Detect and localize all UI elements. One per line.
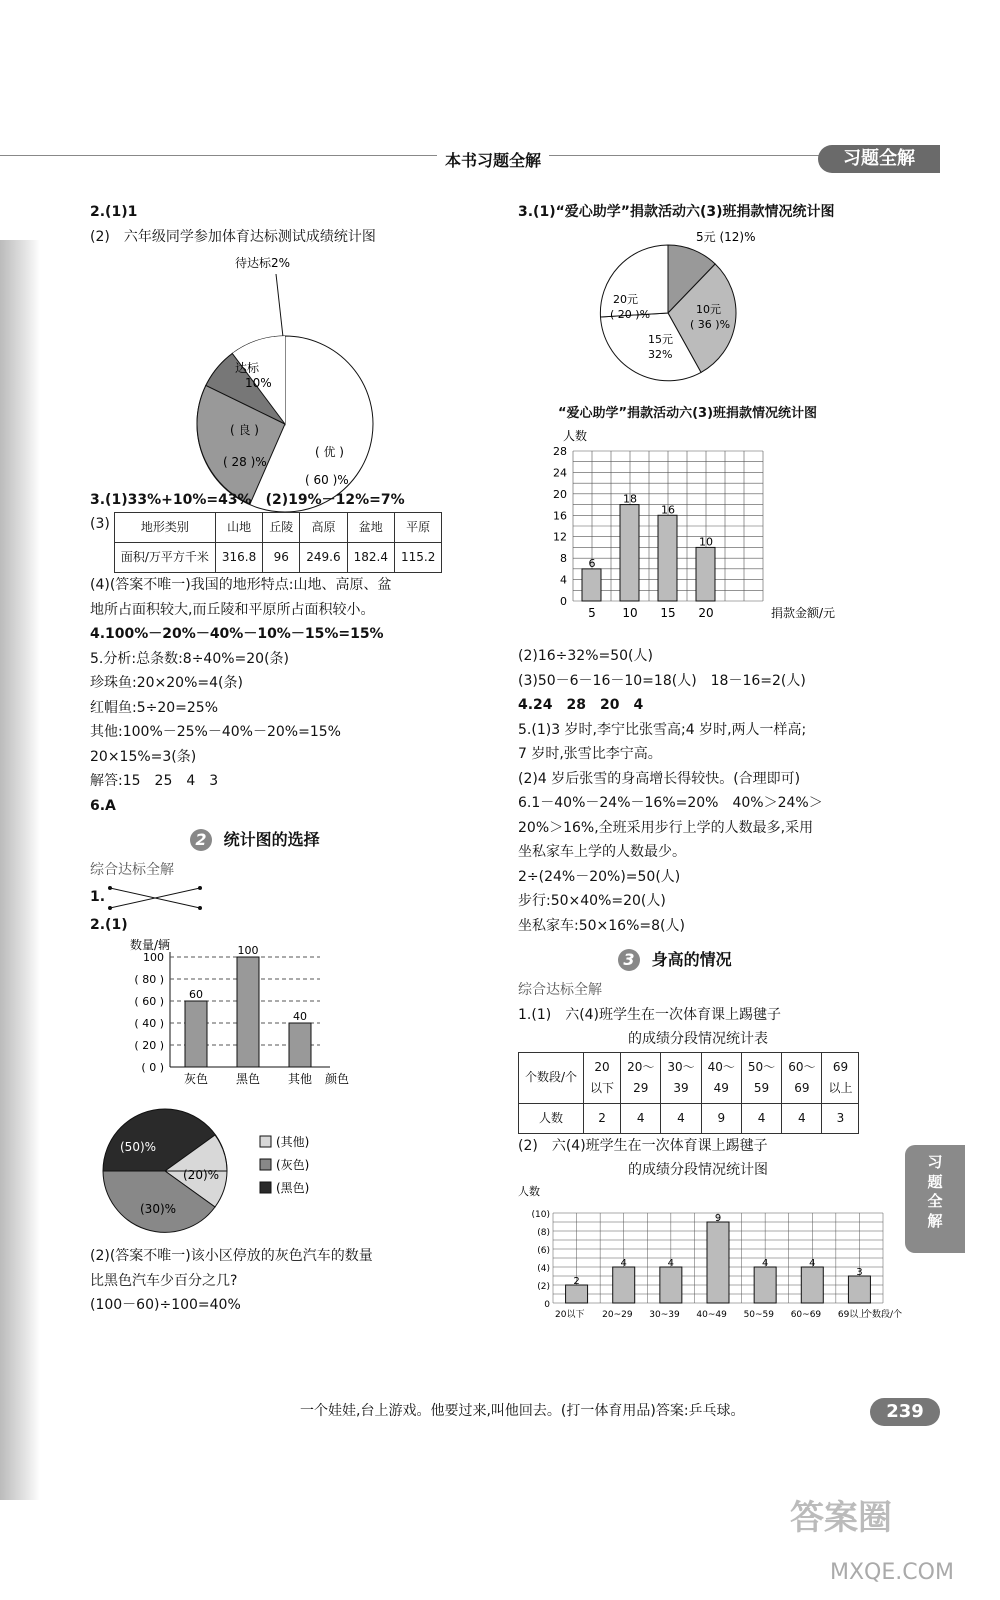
bar1-bar <box>185 1001 207 1067</box>
watermark-url: MXQE.COM <box>830 1560 954 1585</box>
bar3-tick-label: (2) <box>537 1281 550 1292</box>
left-q3-3-label: (3) <box>90 516 110 532</box>
terrain-header-4: 盆地 <box>347 513 394 543</box>
right-q4: 4.24 28 20 4 <box>518 697 644 714</box>
left-q2-label: 2.(1) <box>90 916 128 933</box>
bar3-category-label: 40~49 <box>696 1309 727 1320</box>
svg-text:( 36 )%: ( 36 )% <box>690 317 731 331</box>
score-header-3: 30～ 39 <box>661 1052 701 1103</box>
bar2-bar <box>658 515 677 601</box>
terrain-cell-5: 115.2 <box>394 543 441 573</box>
bar2-bar <box>582 569 601 601</box>
bar3-data-label: 4 <box>667 1257 675 1269</box>
left-q5f: 解答:15 25 4 3 <box>90 773 219 789</box>
bar3-category-label: 60~69 <box>790 1309 822 1320</box>
left-q1: 1. <box>90 889 106 906</box>
pie2-label-gray: (30)% <box>140 1201 177 1216</box>
bar3-category-label: 50~59 <box>743 1309 775 1320</box>
terrain-cell-0: 面积/万平方千米 <box>114 543 215 573</box>
right-q3-2: (2)16÷32%=50(人) <box>518 648 653 665</box>
svg-text:10元: 10元 <box>696 302 721 316</box>
bar2-category-label: 15 <box>660 605 676 620</box>
left-q5a: 5.分析:总条数:8÷40%=20(条) <box>90 650 290 667</box>
score-cell-7: 3 <box>822 1103 859 1133</box>
section-2-title: 统计图的选择 <box>223 830 320 849</box>
bar1-tick-label: ( 80 ) <box>134 973 164 986</box>
svg-text:( 良 ): ( 良 ) <box>230 423 259 437</box>
svg-text:( 20 )%: ( 20 )% <box>610 307 651 321</box>
bar2-category-label: 5 <box>588 605 596 620</box>
right-q1-1a: 1.(1) 六(4)班学生在一次体育课上踢毽子 <box>518 1006 782 1023</box>
bar3-category-label: 20~29 <box>602 1309 633 1320</box>
bar-chart-donation <box>518 426 878 636</box>
right-q5a: 5.(1)3 岁时,李宁比张雪高;4 岁时,两人一样高; <box>518 721 807 738</box>
svg-text:32%: 32% <box>648 347 673 361</box>
pie-chart-fitness <box>90 249 390 487</box>
bar1-category-label: 灰色 <box>183 1072 209 1086</box>
bar3-data-label: 4 <box>761 1257 769 1269</box>
right-q6f: 坐私家车:50×16%=8(人) <box>518 917 685 934</box>
section-2-heading <box>190 826 490 854</box>
terrain-table <box>114 512 443 573</box>
bar3-tick-label: (10) <box>531 1209 550 1220</box>
left-q5c: 红帽鱼:5÷20=25% <box>90 699 219 716</box>
pie1-label-pending: 待达标2% <box>235 256 291 270</box>
terrain-block <box>90 512 490 573</box>
right-q3-title: 3.(1)“爱心助学”捐款活动六(3)班捐款情况统计图 <box>518 204 835 220</box>
pie2-label-other: (20)% <box>183 1167 220 1182</box>
terrain-header-3: 高原 <box>300 513 347 543</box>
bar3-ylabel: 人数 <box>518 1184 540 1198</box>
left-q2-2a: (2)(答案不唯一)该小区停放的灰色汽车的数量 <box>90 1248 373 1264</box>
right-sub-label: 综合达标全解 <box>518 982 602 999</box>
bar2-tick-label: 8 <box>560 551 567 565</box>
bar3-data-label: 4 <box>620 1257 627 1269</box>
terrain-cell-1: 316.8 <box>215 543 262 573</box>
bar2-tick-label: 12 <box>553 530 567 544</box>
bar2-ylabel: 人数 <box>563 428 588 443</box>
pie2-legend-1: (灰色) <box>276 1157 310 1172</box>
footer-riddle: 一个娃娃,台上游戏。他要过来,叫他回去。(打一体育用品)答案:乒乓球。 <box>300 1403 745 1419</box>
right-q6c: 坐私家车上学的人数最少。 <box>518 844 686 861</box>
right-q1-2b: 的成绩分段情况统计图 <box>628 1162 768 1179</box>
matching-lines <box>105 883 205 913</box>
bar-chart-cars <box>90 937 420 1097</box>
left-q2-2-title: (2) 六年级同学参加体育达标测试成绩统计图 <box>90 228 376 245</box>
pie2-legend-2: (黑色) <box>276 1180 310 1195</box>
left-q5d: 其他:100%－25%－40%－20%=15% <box>90 724 341 740</box>
bar2-tick-label: 24 <box>553 466 567 480</box>
score-header-4: 40～ 49 <box>701 1052 741 1103</box>
bar2-category-label: 20 <box>698 605 714 620</box>
pie2-label-black: (50)% <box>120 1139 157 1154</box>
score-header-2: 20～ 29 <box>621 1052 661 1103</box>
bar2-bar <box>696 547 715 601</box>
bar3-xlabel: 个数段/个 <box>863 1309 903 1320</box>
score-header-6: 60～ 69 <box>782 1052 822 1103</box>
bar3-tick-label: (6) <box>537 1245 550 1256</box>
header-tag: 习题全解 <box>818 145 940 173</box>
bar1-tick-label: ( 20 ) <box>134 1039 164 1052</box>
bar3-data-label: 3 <box>856 1266 863 1278</box>
right-q1-2a: (2) 六(4)班学生在一次体育课上踢毽子 <box>518 1137 768 1154</box>
right-q6e: 步行:50×40%=20(人) <box>518 893 666 910</box>
left-sub-label: 综合达标全解 <box>90 862 174 878</box>
bar3-tick-label: (4) <box>537 1263 550 1274</box>
bar1-data-label: 40 <box>293 1010 307 1023</box>
bar2-bar <box>620 504 639 600</box>
score-cell-2: 4 <box>621 1103 661 1133</box>
pie3-label-5: 5元 (12)% <box>696 229 756 244</box>
score-header-0: 个数段/个 <box>519 1052 584 1103</box>
bar2-tick-label: 0 <box>560 594 567 608</box>
bar3-bar <box>848 1276 870 1303</box>
terrain-header-2: 丘陵 <box>263 513 300 543</box>
score-header-1: 20 以下 <box>584 1052 621 1103</box>
bar2-category-label: 10 <box>622 605 638 620</box>
bar3-category-label: 30~39 <box>649 1309 680 1320</box>
bar1-data-label: 60 <box>189 988 203 1001</box>
bar1-tick-label: ( 0 ) <box>141 1061 164 1074</box>
terrain-cell-2: 96 <box>263 543 300 573</box>
score-cell-1: 2 <box>584 1103 621 1133</box>
svg-text:( 优 ): ( 优 ) <box>315 445 344 459</box>
scan-edge <box>0 240 40 1500</box>
section-2-number: 2 <box>190 829 212 851</box>
bar2-title: “爱心助学”捐款活动六(3)班捐款情况统计图 <box>558 406 818 421</box>
bar3-bar <box>801 1267 823 1303</box>
score-cell-5: 4 <box>741 1103 781 1133</box>
bar1-bar <box>289 1023 311 1067</box>
bar1-xlabel: 颜色 <box>325 1072 350 1086</box>
svg-text:( 28 )%: ( 28 )% <box>223 455 267 469</box>
right-q1-1b: 的成绩分段情况统计表 <box>628 1031 768 1048</box>
bar2-data-label: 16 <box>661 503 675 517</box>
terrain-header-0: 地形类别 <box>114 513 215 543</box>
score-cell-0: 人数 <box>519 1103 584 1133</box>
bar1-category-label: 黑色 <box>235 1072 261 1086</box>
bar1-category-label: 其他 <box>287 1072 313 1086</box>
bar-chart-scores <box>518 1183 918 1323</box>
bar1-bar <box>237 957 259 1067</box>
bar3-tick-label: (8) <box>537 1227 550 1238</box>
section-3-title: 身高的情况 <box>651 950 732 970</box>
score-table <box>518 1052 859 1134</box>
right-q5b: 7 岁时,张雪比李宁高。 <box>518 746 662 763</box>
left-column <box>90 200 490 1318</box>
bar3-data-label: 2 <box>573 1275 580 1287</box>
bar2-xlabel: 捐款金额/元 <box>771 605 836 620</box>
score-header-7: 69 以上 <box>822 1052 859 1103</box>
pie1-leader <box>276 274 283 337</box>
pie-chart-cars <box>90 1106 420 1236</box>
svg-text:20元: 20元 <box>613 292 638 306</box>
bar2-tick-label: 4 <box>560 573 567 587</box>
bar3-bar <box>754 1267 776 1303</box>
bar3-bar <box>566 1285 588 1303</box>
watermark-logo: 答案圈 <box>790 1498 892 1538</box>
left-q6: 6.A <box>90 797 116 814</box>
matching-block <box>90 883 490 913</box>
terrain-cell-3: 249.6 <box>300 543 347 573</box>
bar3-data-label: 9 <box>714 1212 722 1224</box>
header-title: 本书习题全解 <box>437 148 549 171</box>
section-3-heading <box>618 946 948 974</box>
pie1-label-pass: 达标 <box>235 361 260 375</box>
right-q5c: (2)4 岁后张雪的身高增长得较快。(合理即可) <box>518 770 801 787</box>
bar2-tick-label: 28 <box>553 444 567 458</box>
left-q2-1: 2.(1)1 <box>90 204 138 220</box>
terrain-header-5: 平原 <box>394 513 441 543</box>
svg-text:10%: 10% <box>245 376 272 390</box>
left-q3-1: 3.(1)33%+10%=43% (2)19%－12%=7% <box>90 491 405 508</box>
svg-text:15元: 15元 <box>648 332 673 346</box>
bar2-data-label: 10 <box>699 535 713 549</box>
terrain-cell-4: 182.4 <box>347 543 394 573</box>
bar2-data-label: 18 <box>623 492 637 506</box>
bar2-tick-label: 20 <box>553 487 567 501</box>
bar3-bar <box>707 1222 729 1303</box>
svg-text:( 60 )%: ( 60 )% <box>305 473 349 487</box>
left-q5e: 20×15%=3(条) <box>90 748 197 765</box>
left-q2-2c: (100－60)÷100=40% <box>90 1297 241 1313</box>
bar1-tick-label: ( 40 ) <box>134 1017 164 1030</box>
bar1-tick-label: 100 <box>143 951 164 964</box>
right-q6b: 20%＞16%,全班采用步行上学的人数最多,采用 <box>518 819 814 836</box>
score-cell-6: 4 <box>782 1103 822 1133</box>
score-header-5: 50～ 59 <box>741 1052 781 1103</box>
right-q3-3: (3)50－6－16－10=18(人) 18－16=2(人) <box>518 672 806 689</box>
terrain-header-1: 山地 <box>215 513 262 543</box>
pie2-legend-0: (其他) <box>276 1134 310 1149</box>
page-number: 239 <box>870 1398 940 1426</box>
score-cell-4: 9 <box>701 1103 741 1133</box>
bar3-bar <box>660 1267 682 1303</box>
bar2-tick-label: 16 <box>553 509 567 523</box>
bar3-bar <box>613 1267 635 1303</box>
section-3-number: 3 <box>618 949 640 971</box>
right-column <box>518 200 948 1331</box>
left-q2-2b: 比黑色汽车少百分之几? <box>90 1272 238 1289</box>
left-q4: 4.100%－20%－40%－10%－15%=15% <box>90 626 384 642</box>
left-q3-4a: (4)(答案不唯一)我国的地形特点:山地、高原、盆 <box>90 577 392 593</box>
score-cell-3: 4 <box>661 1103 701 1133</box>
bar3-category-label: 69以上 <box>837 1309 868 1320</box>
bar3-data-label: 4 <box>809 1257 816 1269</box>
pie3-slice-20 <box>600 245 668 317</box>
sidebar-tab: 习 题 全 解 <box>905 1145 965 1253</box>
bar3-category-label: 20以下 <box>555 1309 585 1320</box>
bar2-data-label: 6 <box>588 556 596 570</box>
right-q6d: 2÷(24%－20%)=50(人) <box>518 868 681 885</box>
bar1-ylabel: 数量/辆 <box>130 938 171 952</box>
pie-chart-donation <box>518 225 818 395</box>
bar3-tick-label: 0 <box>544 1299 550 1310</box>
right-q6a: 6.1－40%－24%－16%=20% 40%＞24%＞ <box>518 795 823 812</box>
left-q5b: 珍珠鱼:20×20%=4(条) <box>90 675 243 691</box>
bar1-data-label: 100 <box>237 944 259 957</box>
left-q3-4b: 地所占面积较大,而丘陵和平原所占面积较小。 <box>90 601 375 618</box>
bar1-tick-label: ( 60 ) <box>134 995 164 1008</box>
